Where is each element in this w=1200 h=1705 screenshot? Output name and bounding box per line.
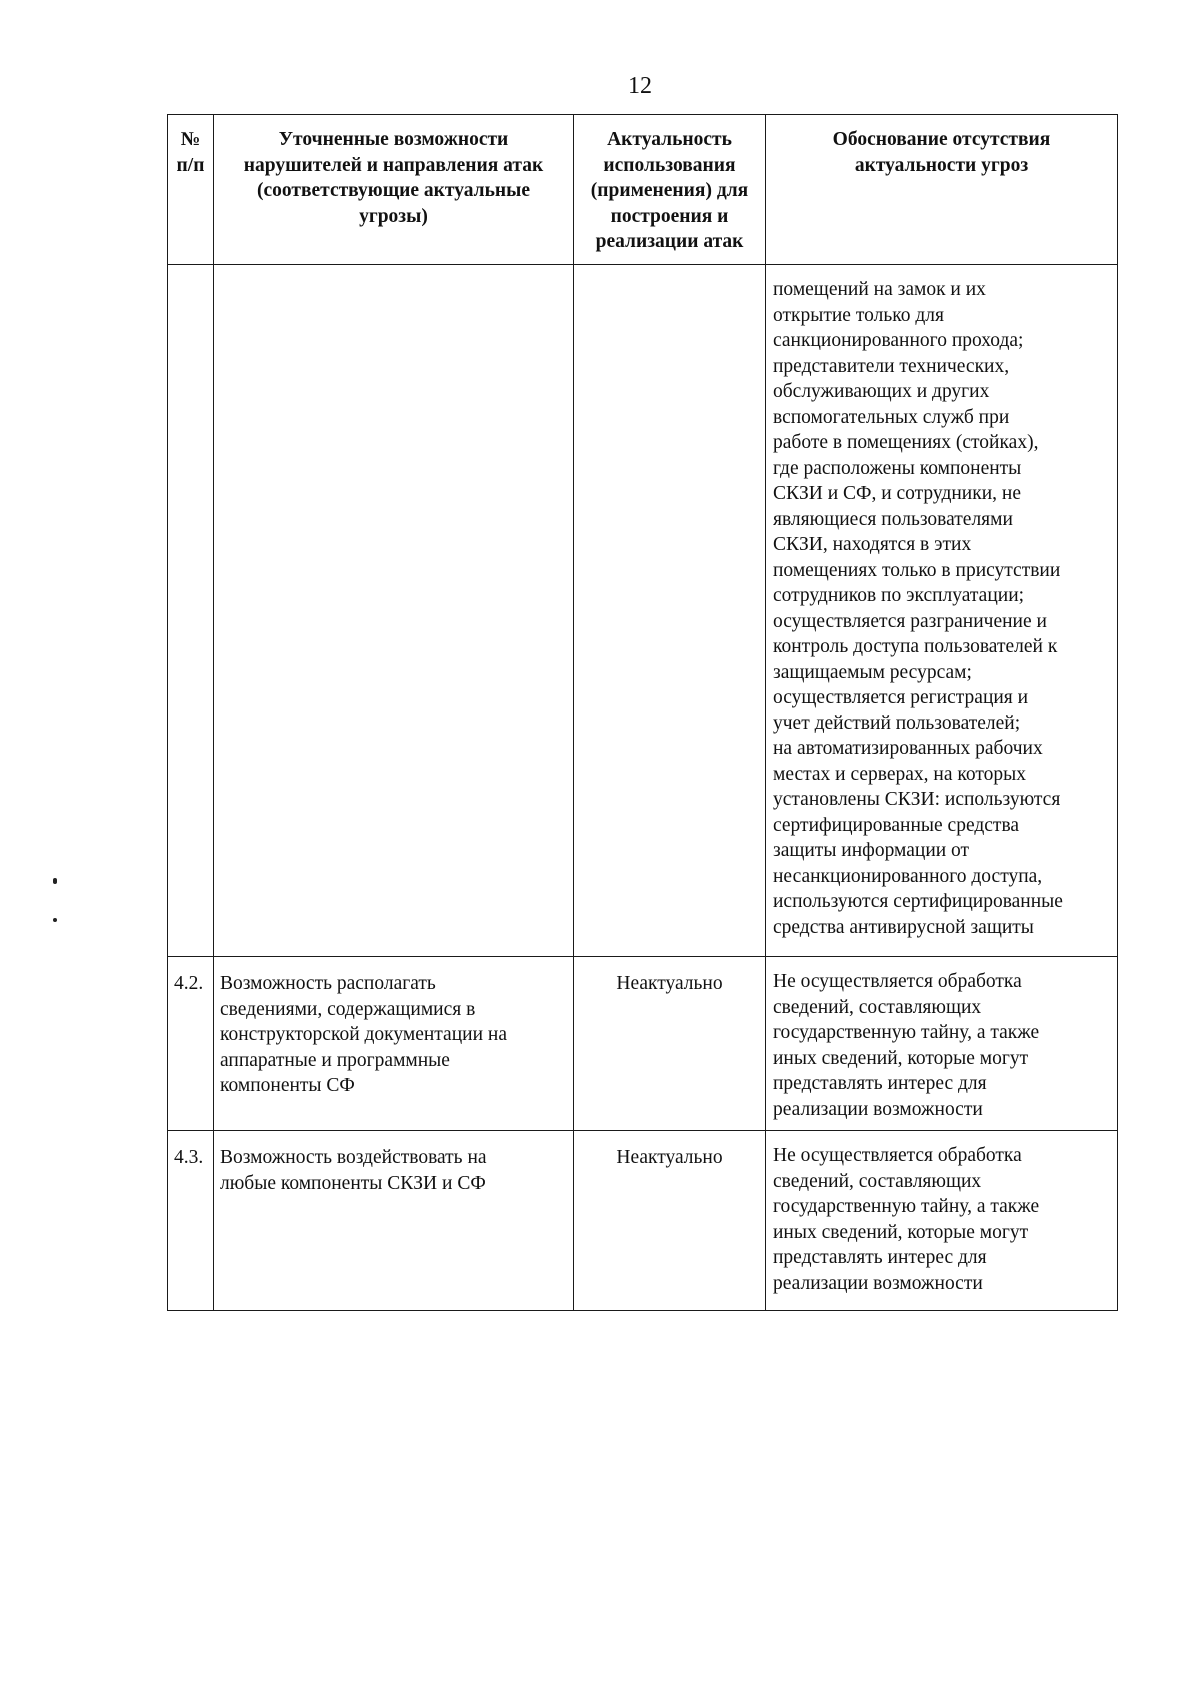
table-row	[168, 1131, 1118, 1311]
header-capabilities-line: (соответствующие актуальные	[256, 180, 531, 201]
row-actuality-cell	[574, 265, 766, 957]
justification-line: помещениях только в присутствии	[773, 559, 1061, 581]
header-actuality-line: Актуальность	[607, 129, 732, 150]
justification-line: санкционированного прохода;	[773, 330, 1024, 351]
justification-line: вспомогательных служб при	[773, 406, 1010, 428]
justification-line: реализации возможности	[773, 1098, 983, 1120]
justification-line: иных сведений, которые могут	[773, 1221, 1029, 1243]
justification-line: Не осуществляется обработка	[773, 1145, 1022, 1166]
justification-line: представлять интерес для	[773, 1073, 987, 1094]
threat-table	[167, 114, 1118, 1311]
header-actuality-line: построения и	[610, 205, 729, 227]
justification-line: государственную тайну, а также	[773, 1022, 1040, 1043]
justification-line: несанкционированного доступа,	[773, 865, 1043, 887]
justification-line: осуществляется разграничение и	[773, 610, 1047, 632]
justification-line: сертифицированные средства	[773, 814, 1020, 836]
justification-line: защищаемым ресурсам;	[773, 661, 972, 683]
header-num	[168, 115, 214, 265]
capability-line: конструкторской документации на	[220, 1024, 507, 1045]
justification-line: учет действий пользователей;	[773, 712, 1021, 734]
header-actuality-line: (применения) для	[590, 180, 749, 201]
table-header-row	[168, 115, 1118, 265]
justification-line: обслуживающих и других	[773, 381, 990, 402]
capability-line: Возможность воздействовать на	[220, 1147, 487, 1168]
justification-line: являющиеся пользователями	[773, 508, 1013, 530]
justification-line: сотрудников по эксплуатации;	[773, 585, 1025, 606]
header-num-line: №	[180, 129, 201, 150]
justification-line: помещений на замок и их	[773, 279, 986, 300]
header-justification-line: актуальности угроз	[854, 154, 1029, 176]
row-num-cell: 4.3.	[168, 1131, 214, 1311]
header-capabilities-line: Уточненные возможности	[278, 129, 509, 150]
row-justification-cell	[766, 957, 1118, 1131]
header-capabilities-line: угрозы)	[359, 205, 428, 227]
justification-line: на автоматизированных рабочих	[773, 738, 1043, 759]
row-capability-cell	[214, 957, 574, 1131]
justification-line: представители технических,	[773, 355, 1010, 377]
scan-speck	[53, 878, 57, 884]
row-actuality-cell: Неактуально	[574, 1131, 766, 1311]
header-actuality-line: реализации атак	[595, 231, 744, 252]
justification-line: используются сертифицированные	[773, 891, 1063, 912]
header-actuality	[574, 115, 766, 265]
header-justification-line: Обоснование отсутствия	[832, 129, 1051, 150]
row-num-cell	[168, 265, 214, 957]
justification-line: где расположены компоненты	[773, 457, 1022, 479]
justification-line: реализации возможности	[773, 1272, 983, 1294]
justification-line: открытие только для	[773, 304, 944, 326]
justification-line: установлены СКЗИ: используются	[773, 789, 1061, 810]
justification-line: сведений, составляющих	[773, 996, 982, 1018]
justification-line: защиты информации от	[773, 840, 970, 861]
header-num-line: п/п	[176, 154, 205, 176]
justification-line: контроль доступа пользователей к	[773, 636, 1058, 657]
justification-line: сведений, составляющих	[773, 1170, 982, 1192]
header-capabilities	[214, 115, 574, 265]
row-justification-cell	[766, 1131, 1118, 1311]
justification-line: осуществляется регистрация и	[773, 687, 1029, 708]
table-row	[168, 957, 1118, 1131]
capability-line: Возможность располагать	[220, 973, 436, 994]
table-row	[168, 265, 1118, 957]
justification-line: СКЗИ и СФ, и сотрудники, не	[773, 483, 1021, 504]
row-capability-cell	[214, 1131, 574, 1311]
header-actuality-line: использования	[603, 154, 736, 176]
capability-line: аппаратные и программные	[220, 1049, 450, 1071]
justification-line: средства антивирусной защиты	[773, 916, 1034, 938]
row-justification-cell	[766, 265, 1118, 957]
page-number: 12	[628, 73, 652, 99]
justification-line: представлять интерес для	[773, 1247, 987, 1268]
scan-speck	[53, 918, 57, 922]
justification-line: СКЗИ, находятся в этих	[773, 534, 972, 555]
justification-line: работе в помещениях (стойках),	[773, 432, 1039, 453]
capability-line: любые компоненты СКЗИ и СФ	[220, 1172, 486, 1194]
justification-line: местах и серверах, на которых	[773, 763, 1026, 785]
header-justification	[766, 115, 1118, 265]
header-capabilities-line: нарушителей и направления атак	[243, 154, 544, 176]
justification-line: государственную тайну, а также	[773, 1196, 1040, 1217]
row-num-cell: 4.2.	[168, 957, 214, 1131]
row-capability-cell	[214, 265, 574, 957]
capability-line: компоненты СФ	[220, 1075, 355, 1096]
row-actuality-cell: Неактуально	[574, 957, 766, 1131]
justification-line: Не осуществляется обработка	[773, 971, 1022, 992]
justification-line: иных сведений, которые могут	[773, 1047, 1029, 1069]
capability-line: сведениями, содержащимися в	[220, 998, 476, 1020]
